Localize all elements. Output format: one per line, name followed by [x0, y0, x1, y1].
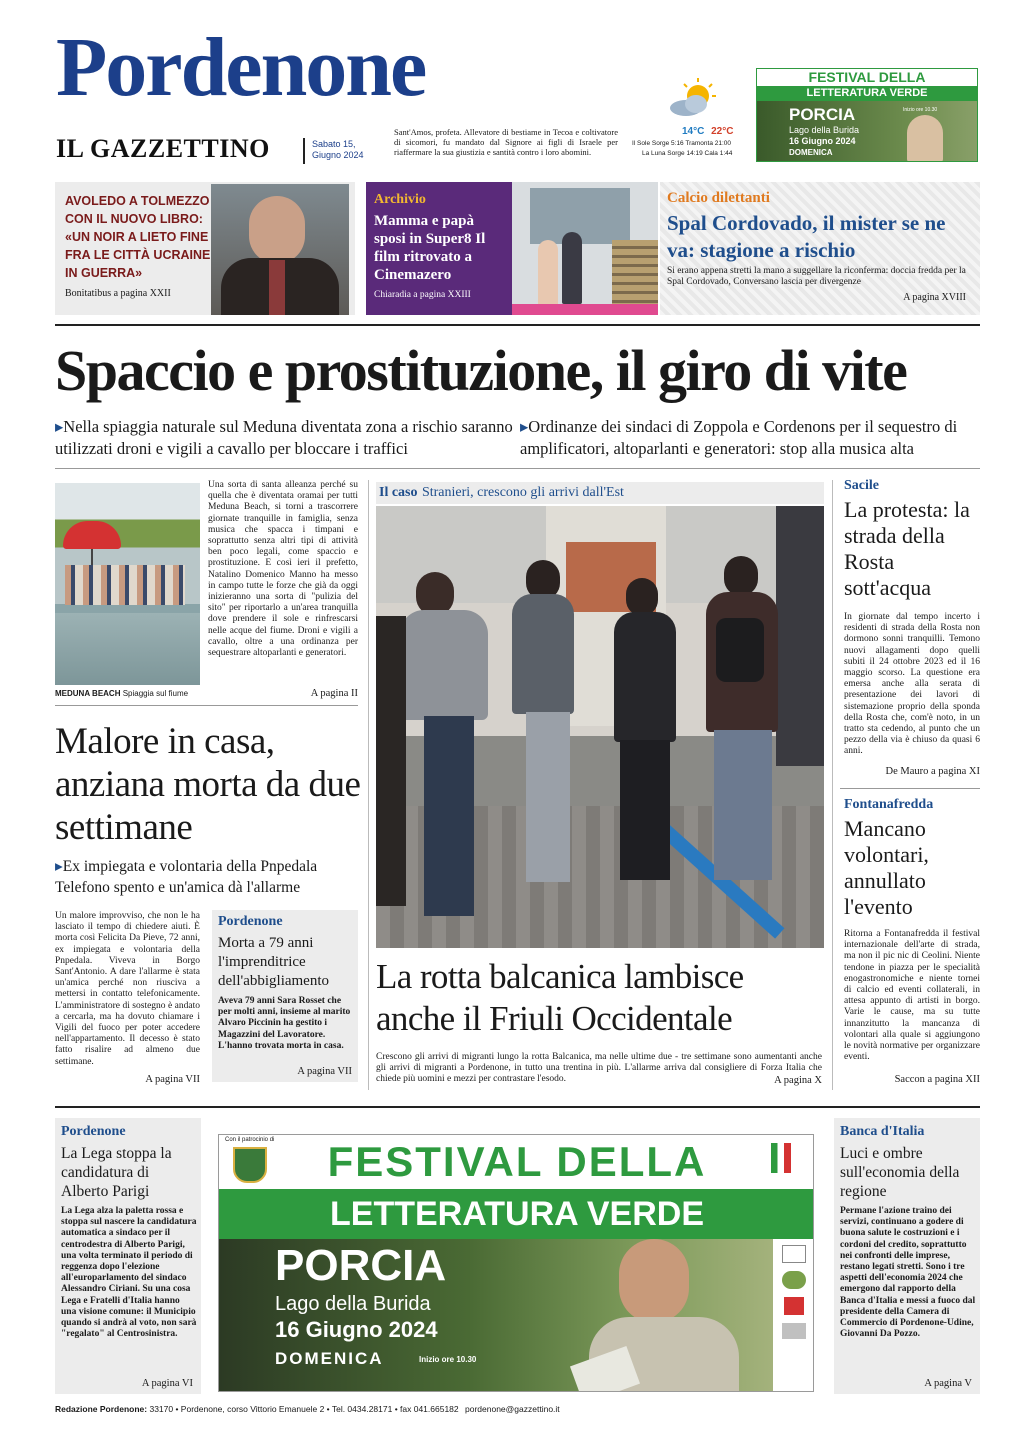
lega-ref: A pagina VI [141, 1378, 193, 1389]
center-kicker [376, 482, 824, 504]
date-line2: Giugno 2024 [312, 150, 364, 160]
lega-kicker: Pordenone [61, 1124, 126, 1139]
migrants-photo [376, 506, 824, 948]
ad-small-portrait [907, 115, 943, 162]
lega-box[interactable] [55, 1118, 201, 1394]
teaser-calcio-headline: Spal Cordovado, il mister se ne va: stagione a rischio [667, 211, 946, 262]
banca-headline: Luci e ombre sull'economia della regione [840, 1145, 960, 1200]
teaser-archivio-photo [512, 182, 658, 315]
teaser-avoledo-ref: Bonitatibus a pagina XXII [65, 288, 171, 299]
ad-small-place: Lago della Burida [789, 125, 860, 135]
footer-label: Redazione Pordenone: [55, 1404, 148, 1414]
center-kicker-rest: Stranieri, crescono gli arrivi dall'Est [421, 485, 624, 500]
date-line1: Sabato 15, [312, 139, 356, 149]
fontanafredda-body: Ritorna a Fontanafredda il festival internazionale dell'arte di strada, ma non il pic nic di Ceolini. Niente tendone in piazza per le specialità enogastronomiche e niente tornei di calcio ed eventi collaterali, in attesa appunto di artisti in borgo. Varie le cause, ma su tutte innanzitutto la mancanza di volontari alla quale si aggiungono le novità normative per organizzare eventi. [844, 929, 980, 1063]
lead-sub-right-text: Ordinanze dei sindaci di Zoppola e Cordenons per il sequestro di amplificatori, altoparlanti e generatori: stop alla musica alta [520, 417, 958, 458]
sacile-kicker: Sacile [844, 478, 879, 493]
lead-sub-left-text: Nella spiaggia naturale sul Meduna diventata zona a rischio saranno utilizzati droni e vigili a cavallo per bloccare i traffici [55, 417, 513, 458]
center-body: Crescono gli arrivi di migranti lungo la rotta Balcanica, ma nelle ultime due - tre settimane sono aumentanti anche gli arrivi di migranti a Pordenone, in tutto una trentina in più. L'allarme arriva dal consigliere di Forza Italia che chiede più uomini e mezzi per contrastare l'esodo. [376, 1052, 822, 1085]
teaser-calcio-ref: A pagina XVIII [903, 292, 966, 303]
temp-max: 22°C [711, 126, 734, 137]
lega-headline: La Lega stoppa la candidatura di Alberto Parigi [61, 1145, 172, 1200]
weather-box [626, 74, 744, 164]
banca-box[interactable] [834, 1118, 980, 1394]
teaser-calcio-summary: Si erano appena stretti la mano a suggellare la riconferma: doccia fredda per la Spal Cordovado, Conversano lascia per divergenze [667, 266, 966, 287]
malore-headline: Malore in casa, anziana morta da due settimane [55, 721, 361, 848]
meduna-beach-photo [55, 483, 200, 685]
ad-large-day: DOMENICA [275, 1349, 384, 1368]
fontanafredda-kicker: Fontanafredda [844, 797, 934, 812]
paper-name: IL GAZZETTINO [56, 134, 270, 163]
meduna-beach-caption [55, 689, 188, 698]
festival-ad-small[interactable] [756, 68, 978, 162]
footer [55, 1404, 560, 1414]
morta79-box[interactable] [212, 910, 358, 1082]
malore-body: Un malore improvviso, che non le ha lasciato il tempo di chiedere aiuti. È morta così Felicita Da Pieve, 72 anni, ex impiegata e volontaria della Pnpedala. Viveva in Borgo Sant'Antonio. A dare l'allarme è stata un'amica perché non riusciva a mettersi in contatto telefonicamente. L'amministratore di sostegno è andato a cercarla, ma ha dovuto chiamare i Vigili del fuoco per poter accedere nell'appartamento. Il decesso è stato fatto risalire ad almeno due settimane. [55, 911, 200, 1067]
sacile-ref: De Mauro a pagina XI [885, 766, 980, 777]
temp-min: 14°C [682, 126, 705, 137]
fontanafredda-ref: Saccon a pagina XII [894, 1074, 980, 1085]
morta79-kicker: Pordenone [218, 914, 283, 929]
moon-times: La Luna Sorge 14:19 Cala 1:44 [642, 150, 733, 157]
saint-of-day: Sant'Amos, profeta. Allevatore di bestiame in Tecoa e coltivatore di sicomori, fu mandato dal Signore ai figli di Israele per riaffermare la sua giustizia e santità contro i loro abomini. [394, 127, 618, 157]
banca-ref: A pagina V [924, 1378, 972, 1389]
teaser-calcio-kicker: Calcio dilettanti [667, 190, 770, 206]
ad-small-line2: LETTERATURA VERDE [757, 86, 977, 101]
ad-large-photo [219, 1239, 773, 1392]
footer-email[interactable]: pordenone@gazzettino.it [465, 1404, 560, 1414]
center-headline: La rotta balcanica lambisce anche il Friuli Occidentale [376, 957, 744, 1038]
morta79-headline: Morta a 79 anni l'imprenditrice dell'abbigliamento [218, 935, 330, 989]
caption-bold: MEDUNA BEACH [55, 689, 121, 698]
lead-sub-left: ▸Nella spiaggia naturale sul Meduna diventata zona a rischio saranno utilizzati droni e vigili a cavallo per bloccare i traffici [55, 417, 513, 458]
ad-large-date: 16 Giugno 2024 [275, 1317, 438, 1342]
ad-small-date: 16 Giugno 2024 [789, 136, 856, 146]
lega-body: La Lega alza la paletta rossa e stoppa sul nascere la candidatura automatica a sindaco per il centrodestra di Alberto Parigi, una volta terminato il periodo di reggenza dopo l'elezione all'europarlamento del sindaco Alessandro Ciriani. Su una cosa Lega e Fratelli d'Italia hanno una visione comune: il Municipio quando si andrà al voto, non sarà "regalato" al Centrosinistra. [61, 1206, 197, 1340]
teaser-avoledo-photo [211, 184, 349, 315]
ad-patrocinio: Con il patrocinio di [225, 1137, 275, 1143]
ad-large-start: Inizio ore 10.30 [419, 1355, 477, 1364]
issue-date [312, 139, 364, 161]
footer-address: 33170 • Pordenone, corso Vittorio Emanuele 2 • Tel. 0434.28171 • fax 041.665182 [149, 1404, 459, 1414]
ad-small-day: DOMENICA [789, 148, 833, 157]
teaser-calcio[interactable] [660, 182, 980, 315]
ad-small-line1: FESTIVAL DELLA [757, 69, 977, 86]
teaser-avoledo-headline: AVOLEDO A TOLMEZZO CON IL NUOVO LIBRO: «UN NOIR A LIETO FINE FRA LE CITTÀ UCRAINE IN GUERRA» [65, 194, 211, 280]
teaser-archivio[interactable] [366, 182, 658, 315]
teaser-archivio-kicker: Archivio [374, 192, 426, 207]
ad-large-line2: LETTERATURA VERDE [219, 1189, 814, 1239]
teaser-avoledo[interactable] [55, 182, 355, 315]
ad-small-start: Inizio ore 10.30 [903, 107, 938, 113]
lead-sub-right: ▸Ordinanze dei sindaci di Zoppola e Cordenons per il sequestro di amplificatori, altoparlanti e generatori: stop alla musica alta [520, 417, 958, 458]
sacile-body: In giornate dal tempo incerto i residenti di strada della Rosta non dormono sonni tranquilli. Temono nuovi allagamenti dopo quelli subiti il 24 ottobre 2023 ed il 16 maggio scorso. La questione era emersa anche alla serata di presentazione dei lavori di sistemazione proprio della sponda della Rosta che, com'è noto, in un tratto sta cedendo, al punto che un pezzo della via è chiuso da quasi 6 anni. [844, 612, 980, 757]
malore-sub-text: Ex impiegata e volontaria della Pnpedala Telefono spento e un'amica dà l'allarme [55, 858, 318, 896]
festival-ad-large[interactable] [218, 1134, 814, 1392]
ad-large-place: Lago della Burida [275, 1293, 431, 1315]
lead-ref: A pagina II [310, 688, 358, 699]
malore-sub: ▸Ex impiegata e volontaria della Pnpedala Telefono spento e un'amica dà l'allarme [55, 858, 318, 896]
center-kicker-bold: Il caso [379, 485, 418, 500]
lead-headline: Spaccio e prostituzione, il giro di vite [55, 338, 907, 403]
ad-large-line1: FESTIVAL DELLA [327, 1138, 707, 1185]
banca-body: Permane l'azione traino dei servizi, continuano a godere di buona salute le costruzioni e i cordoni del credito, soprattutto nei confronti delle imprese, restano legati stretti. Sono i tre aspetti dell'economia 2024 che emergono dal rapporto della Banca d'Italia e messi a fuoco dal presidente della Camera di Commercio di Pordenone-Udine, Giovanni Da Pozzo. [840, 1206, 976, 1340]
malore-ref: A pagina VII [145, 1074, 200, 1085]
sun-times: Il Sole Sorge 5:16 Tramonta 21:00 [632, 140, 732, 147]
lead-body: Una sorta di santa alleanza perché su quella che è diventata oramai per tutti Meduna Beach, si torni a trascorrere giornate tranquille in famiglia, senza musica che spacca i timpani e soprattutto senza altri tipi di attività ben poco legali, come spaccio e prostituzione. E così ieri il prefetto, Natalino Domenico Manno ha messo in campo tutte le forze che già da oggi inizieranno una sorta di "pulizia del sito" per riportarlo a un'area tranquilla dove prendere il sole e rinfrescarsi nelle acque del fiume. Droni e vigili a cavallo, oltre a una ordinanza per sequestrare altoparlanti e generatori. [208, 480, 358, 659]
masthead-title: Pordenone [56, 21, 426, 114]
center-ref: A pagina X [774, 1075, 822, 1086]
morta79-body: Aveva 79 anni Sara Rosset che per molti anni, insieme al marito Alvaro Piccinin ha gestito i Magazzini del Lavoratore. L'hanno trovata morta in casa. [218, 996, 351, 1051]
ad-large-city: PORCIA [275, 1241, 447, 1290]
sacile-headline: La protesta: la strada della Rosta sott'acqua [844, 497, 970, 600]
fontanafredda-headline: Mancano volontari, annullato l'evento [844, 816, 929, 919]
teaser-archivio-ref: Chiaradia a pagina XXIII [374, 290, 471, 300]
caption-text: Spiaggia sul fiume [122, 689, 189, 698]
sun-cloud-icon [626, 74, 744, 124]
ad-small-city: PORCIA [789, 105, 856, 124]
banca-kicker: Banca d'Italia [840, 1124, 925, 1139]
morta79-ref: A pagina VII [297, 1066, 352, 1077]
teaser-archivio-headline: Mamma e papà sposi in Super8 Il film ritrovato a Cinemazero [374, 213, 486, 283]
ad-sponsor-strip [773, 1239, 814, 1392]
